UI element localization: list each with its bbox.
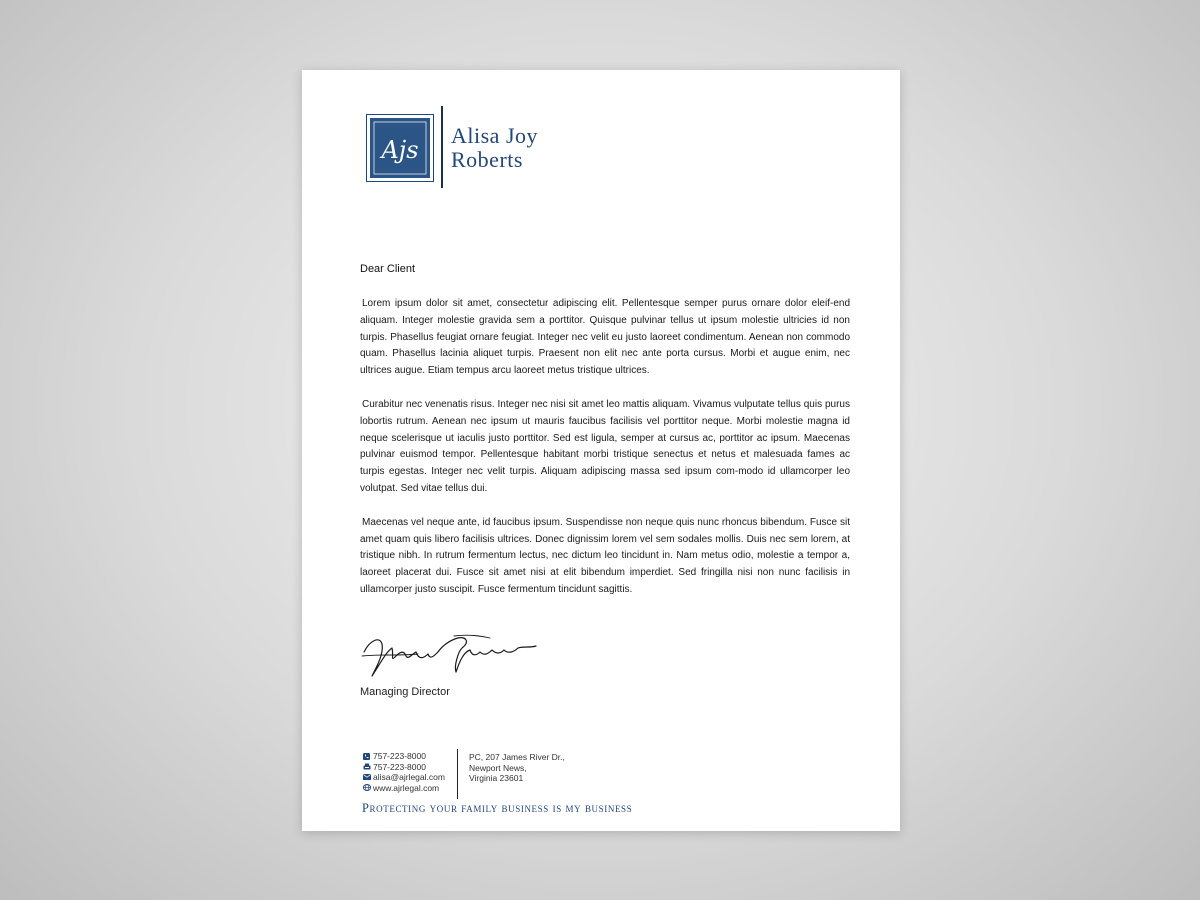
contact-list xyxy=(363,751,445,793)
monogram-text: Ajs xyxy=(381,136,419,164)
handwritten-signature xyxy=(358,626,543,682)
salutation: Dear Client xyxy=(360,263,416,275)
firm-name xyxy=(451,124,538,172)
footer-divider xyxy=(457,749,458,799)
signature-title: Managing Director xyxy=(360,686,450,698)
letter-body xyxy=(360,296,850,616)
address-block xyxy=(469,752,565,784)
email-icon xyxy=(363,774,373,780)
firm-name-line1: Alisa Joy xyxy=(451,123,538,148)
contact-phone xyxy=(363,751,445,762)
address-line1: PC, 207 James River Dr., xyxy=(469,752,565,762)
paragraph-3: Maecenas vel neque ante, id faucibus ipsum. Suspendisse non neque quis nunc rhoncus bibendum. Fusce sit amet quam quis libero facilisis ultrices. Donec dignissim lorem vel sem sodales mollis. Duis nec sem lorem, at tristique nibh. In rutrum fermentum lectus, nec dictum leo tincidunt in. Nam metus odio, molestie a tempor a, laoreet placerat dui. Fusce sit amet nisi at elit bibendum imperdiet. Sed fringilla nisi non nunc facilisis in ullamcorper justo suscipit. Fusce fermentum tincidunt sagittis. xyxy=(360,516,850,595)
monogram-icon xyxy=(370,118,430,178)
contact-text: 757-223-8000 xyxy=(373,761,426,772)
firm-name-line2: Roberts xyxy=(451,147,523,172)
phone-icon xyxy=(363,753,373,760)
address-line2: Newport News, xyxy=(469,762,527,773)
logo-divider xyxy=(441,106,443,188)
contact-email[interactable] xyxy=(363,772,445,783)
address-line3: Virginia 23601 xyxy=(469,773,524,783)
contact-text: www.ajrlegal.com xyxy=(373,782,440,793)
fax-icon xyxy=(363,763,373,770)
monogram-logo xyxy=(366,114,434,182)
tagline: Protecting your family business is my business xyxy=(362,801,633,815)
contact-text: 757-223-8000 xyxy=(373,751,426,761)
contact-fax xyxy=(363,762,445,773)
web-icon xyxy=(363,784,373,791)
letterhead-page xyxy=(302,70,900,831)
contact-web[interactable] xyxy=(363,783,445,794)
paragraph-2: Curabitur nec venenatis risus. Integer nec nisi sit amet leo mattis aliquam. Vivamus vulputate tellus quis purus lobortis rutrum. Aenean nec ipsum ut mauris faucibus facilisis vel porttitor neque. Morbi molestie magna id neque scelerisque ut iaculis justo porttitor. Sed est ligula, semper at cursus ac, porttitor ac ipsum. Maecenas pulvinar euismod tempor. Pellentesque habitant morbi tristique senectus et netus et malesuada fames ac turpis egestas. Integer nec velit turpis. Aliquam adipiscing massa sed ipsum com-modo id ullamcorper leo volutpat. Sed vitae tellus dui. xyxy=(360,398,850,494)
paragraph-1: Lorem ipsum dolor sit amet, consectetur adipiscing elit. Pellentesque semper purus ornare dolor eleif-end aliquam. Integer molestie gravida sem a porttitor. Quisque pulvinar tellus ut ipsum molestie ultricies id non turpis. Phasellus feugiat ornare feugiat. Integer nec velit eu justo laoreet condimentum. Aenean non commodo quam. Phasellus lacinia aliquet turpis. Praesent non elit nec ante porta cursus. Morbi et augue enim, nec ultrices augue. Etiam tempus arcu laoreet metus tristique ultrices. xyxy=(360,298,850,377)
contact-text: alisa@ajrlegal.com xyxy=(373,772,445,782)
